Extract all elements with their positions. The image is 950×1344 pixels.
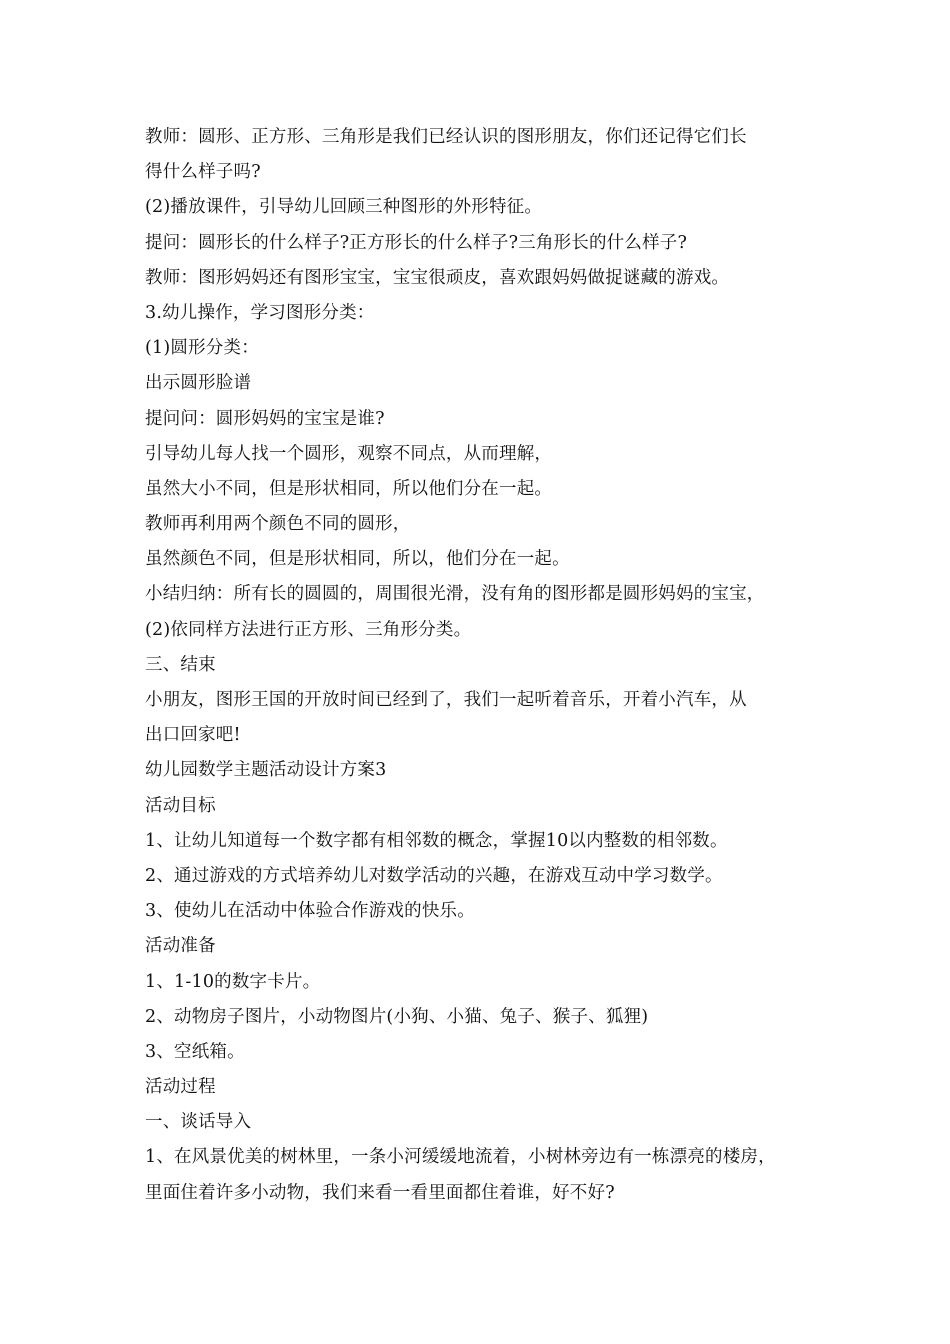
text-line: 3、使幼儿在活动中体验合作游戏的快乐。 <box>145 901 475 922</box>
text-line: (2)播放课件，引导幼儿回顾三种图形的外形特征。 <box>145 197 543 218</box>
text-line: 出口回家吧! <box>145 725 241 746</box>
text-line: 出示圆形脸谱 <box>145 373 252 394</box>
text-line: 1、在风景优美的树林里，一条小河缓缓地流着，小树林旁边有一栋漂亮的楼房， <box>145 1147 776 1168</box>
text-line: 教师再利用两个颜色不同的圆形， <box>145 514 411 535</box>
text-line: (1)圆形分类： <box>145 338 259 359</box>
text-line: 3、空纸箱。 <box>145 1041 245 1062</box>
section-heading: 三、结束 <box>145 654 216 675</box>
text-line: 提问：圆形长的什么样子?正方形长的什么样子?三角形长的什么样子? <box>145 232 688 253</box>
document-body <box>145 120 820 1211</box>
section-heading: 活动准备 <box>145 936 216 957</box>
text-line: 提问问：圆形妈妈的宝宝是谁? <box>145 408 385 429</box>
text-line: 小结归纳：所有长的圆圆的，周围很光滑，没有角的图形都是圆形妈妈的宝宝， <box>145 584 765 605</box>
text-line: 教师：圆形、正方形、三角形是我们已经认识的图形朋友，你们还记得它们长 <box>145 127 747 147</box>
text-line: 教师：图形妈妈还有图形宝宝，宝宝很顽皮，喜欢跟妈妈做捉谜藏的游戏。 <box>145 267 730 288</box>
document-title: 幼儿园数学主题活动设计方案3 <box>145 760 387 781</box>
text-line: 引导幼儿每人找一个圆形，观察不同点，从而理解， <box>145 443 553 464</box>
text-line: 1、1-10的数字卡片。 <box>145 971 321 992</box>
text-line: 3.幼儿操作，学习图形分类： <box>145 302 375 323</box>
text-line: 2、通过游戏的方式培养幼儿对数学活动的兴趣，在游戏互动中学习数学。 <box>145 865 723 886</box>
text-line: 虽然颜色不同，但是形状相同，所以，他们分在一起。 <box>145 549 570 570</box>
text-line: 小朋友，图形王国的开放时间已经到了，我们一起听着音乐，开着小汽车，从 <box>145 690 747 710</box>
text-line: (2)依同样方法进行正方形、三角形分类。 <box>145 619 472 640</box>
text-line: 虽然大小不同，但是形状相同，所以他们分在一起。 <box>145 478 553 499</box>
section-heading: 活动过程 <box>145 1077 216 1098</box>
section-heading: 一、谈话导入 <box>145 1112 252 1133</box>
text-line: 2、动物房子图片，小动物图片(小狗、小猫、兔子、猴子、狐狸) <box>145 1006 649 1027</box>
text-line: 里面住着许多小动物，我们来看一看里面都住着谁，好不好? <box>145 1182 615 1203</box>
text-line: 得什么样子吗? <box>145 162 261 183</box>
text-line: 1、让幼儿知道每一个数字都有相邻数的概念，掌握10以内整数的相邻数。 <box>145 830 728 851</box>
section-heading: 活动目标 <box>145 795 216 816</box>
